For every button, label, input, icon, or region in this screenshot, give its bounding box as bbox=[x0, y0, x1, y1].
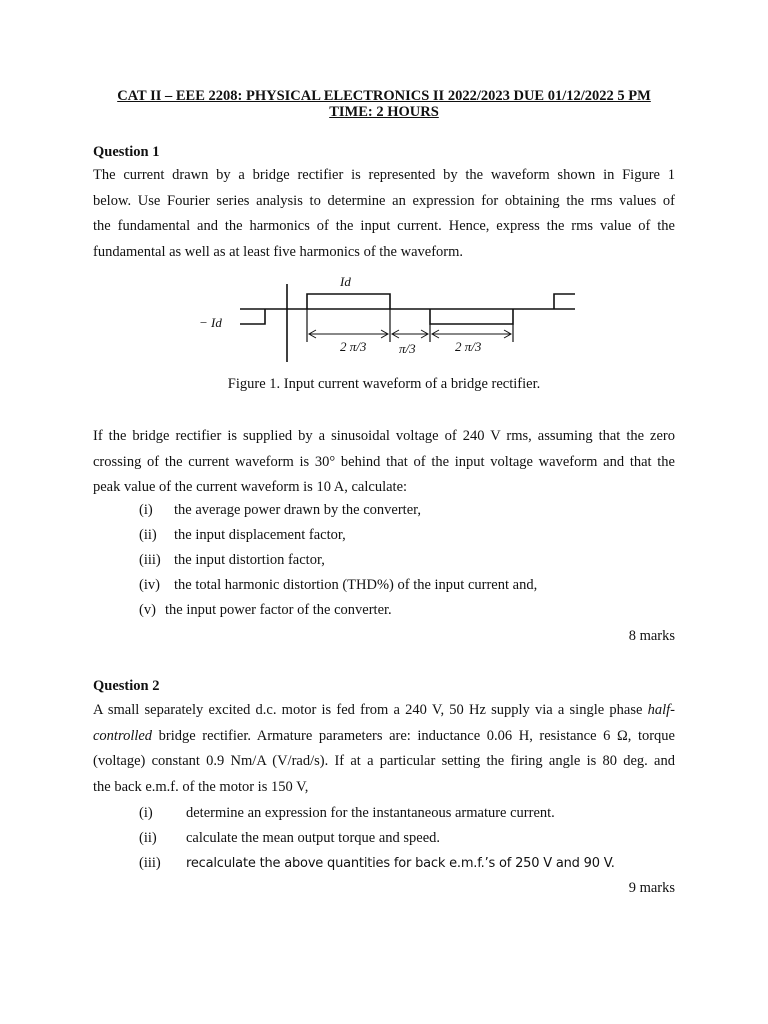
item-text: determine an expression for the instantaneous armature current. bbox=[186, 805, 555, 821]
question-1-body-line: If the bridge rectifier is supplied by a sinusoidal voltage of 240 V rms, assuming that the zero bbox=[93, 428, 675, 444]
question-1-item bbox=[139, 552, 325, 569]
question-1-title: Question 1 bbox=[93, 144, 160, 160]
question-1-intro-line: the fundamental and the harmonics of the input current. Hence, express the rms value of the bbox=[93, 218, 675, 234]
question-2-line bbox=[93, 698, 675, 724]
item-number: (v) bbox=[139, 602, 156, 618]
waveform-negative-pulse-left bbox=[240, 309, 265, 324]
label-interval-3: 2 π/3 bbox=[455, 339, 482, 354]
item-number: (iv) bbox=[139, 577, 160, 593]
item-text: the input distortion factor, bbox=[174, 552, 325, 568]
question-2-item bbox=[139, 805, 555, 822]
question-1-intro-line: The current drawn by a bridge rectifier is represented by the waveform shown in Figure 1 bbox=[93, 167, 675, 183]
question-1-marks: 8 marks bbox=[628, 628, 675, 644]
question-1-item bbox=[139, 502, 421, 519]
item-number: (i) bbox=[139, 805, 153, 821]
question-1-item bbox=[139, 602, 392, 619]
item-text: the input displacement factor, bbox=[174, 527, 346, 543]
question-2-line bbox=[93, 724, 675, 750]
waveform-figure bbox=[195, 272, 585, 367]
figure-caption: Figure 1. Input current waveform of a bridge rectifier. bbox=[227, 376, 541, 392]
question-2-line-part: A small separately excited d.c. motor is fed from a 240 V, 50 Hz supply via a single phase bbox=[93, 702, 648, 718]
item-number: (ii) bbox=[139, 830, 157, 846]
question-2-line: the back e.m.f. of the motor is 150 V, bbox=[93, 778, 309, 795]
question-1-intro-line: below. Use Fourier series analysis to determine an expression for obtaining the rms values of bbox=[93, 192, 675, 209]
question-2-line-part: bridge rectifier. Armature parameters are: inductance 0.06 H, resistance 6 Ω, torque bbox=[152, 727, 675, 744]
question-2-item bbox=[139, 855, 615, 872]
question-1-body bbox=[93, 424, 675, 501]
question-1-body-line: crossing of the current waveform is 30° behind that of the input voltage waveform and that the bbox=[93, 453, 675, 470]
label-id: Id bbox=[340, 274, 351, 289]
item-text: the average power drawn by the converter, bbox=[174, 502, 422, 518]
item-number: (i) bbox=[139, 502, 153, 518]
question-2-marks: 9 marks bbox=[628, 880, 675, 896]
item-number: (ii) bbox=[139, 527, 157, 543]
question-1-body-line: peak value of the current waveform is 10 A, calculate: bbox=[93, 479, 408, 495]
item-number: (iii) bbox=[139, 552, 161, 568]
question-2-body bbox=[93, 698, 675, 800]
question-1-intro bbox=[93, 163, 675, 265]
waveform-negative-pulse bbox=[430, 309, 513, 324]
label-interval-1: 2 π/3 bbox=[340, 339, 367, 354]
item-text: calculate the mean output torque and speed. bbox=[186, 830, 441, 846]
waveform-positive-pulse bbox=[307, 294, 390, 309]
header-title: CAT II – EEE 2208: PHYSICAL ELECTRONICS II 2022/2023 DUE 01/12/2022 5 PM bbox=[117, 88, 651, 104]
label-interval-2: π/3 bbox=[399, 341, 416, 356]
item-number: (iii) bbox=[139, 855, 161, 871]
header-time: TIME: 2 HOURS bbox=[329, 104, 439, 120]
question-1-item bbox=[139, 527, 346, 544]
question-2-title: Question 2 bbox=[93, 678, 160, 694]
question-1-intro-line: fundamental as well as at least five harmonics of the waveform. bbox=[93, 243, 464, 260]
item-text: the input power factor of the converter. bbox=[165, 602, 392, 618]
waveform-positive-pulse-next bbox=[554, 294, 575, 309]
item-text: the total harmonic distortion (THD%) of the input current and, bbox=[174, 577, 538, 593]
question-2-line-italic: controlled bbox=[93, 727, 153, 744]
question-2-item bbox=[139, 830, 440, 847]
question-1-item bbox=[139, 577, 537, 594]
item-text: recalculate the above quantities for back e.m.f.’s of 250 V and 90 V. bbox=[186, 856, 615, 871]
question-2-line-italic: half- bbox=[647, 702, 675, 718]
question-2-line: (voltage) constant 0.9 Nm/A (V/rad/s). If at a particular setting the firing angle is 80 deg. and bbox=[93, 753, 675, 769]
label-minus-id: − Id bbox=[199, 315, 222, 330]
